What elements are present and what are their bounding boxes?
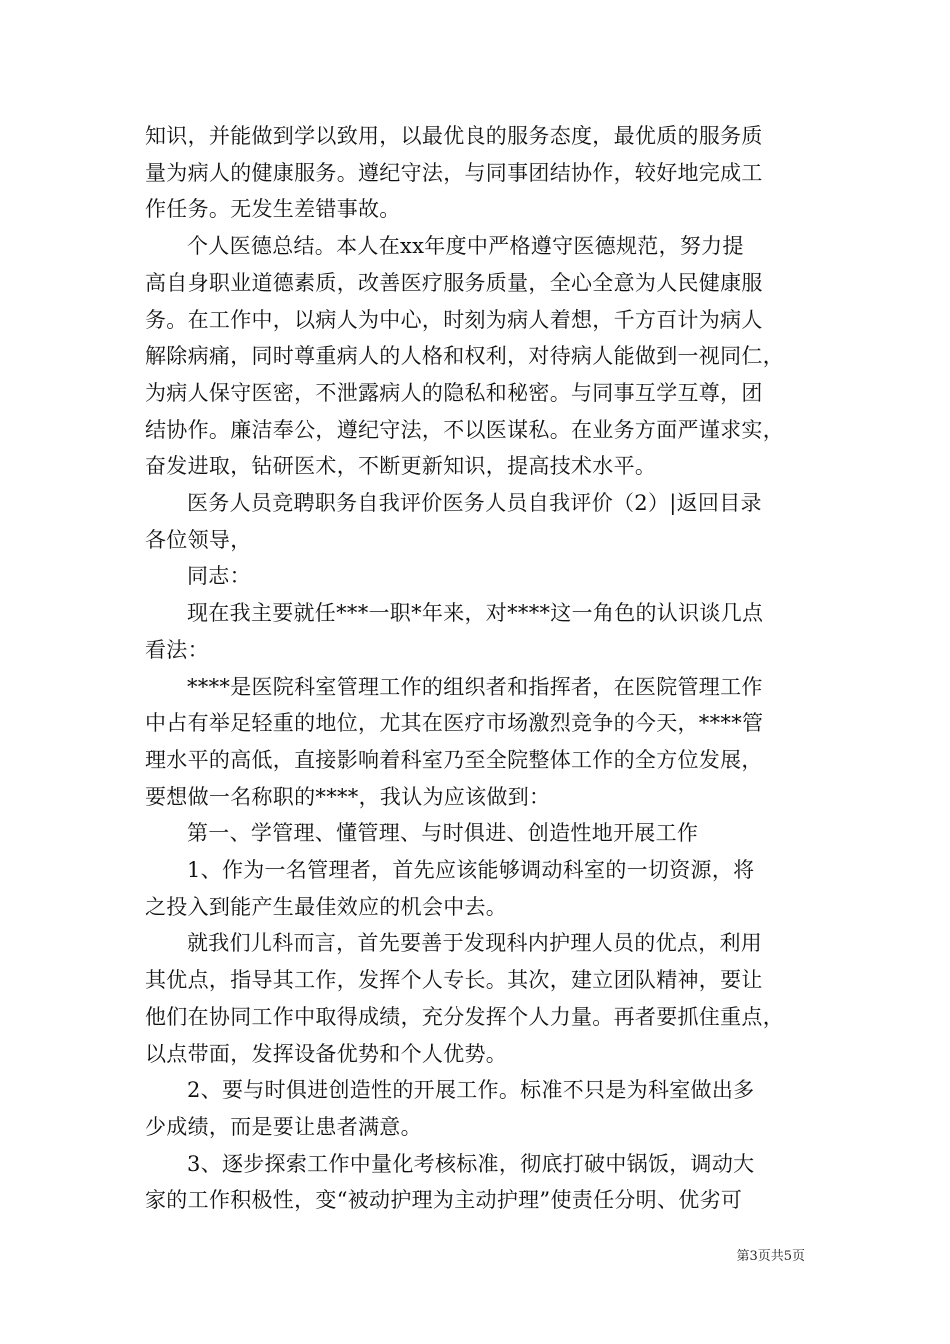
document-body [145, 118, 809, 1219]
paragraph-9: 就我们儿科而言，首先要善于发现科内护理人员的优点，利用 其优点，指导其工作，发挥个人专长。其次，建立团队精神，要让 他们在协同工作中取得成绩，充分发挥个人力量。再者要抓住重点， 以点带面，发挥设备优势和个人优势。 [145, 931, 784, 1066]
paragraph-8: 1、作为一名管理者，首先应该能够调动科室的一切资源，将 之投入到能产生最佳效应的机会中去。 [145, 858, 755, 919]
paragraph-7: 第一、学管理、懂管理、与时俱进、创造性地开展工作 [187, 821, 699, 846]
paragraph-11: 3、逐步探索工作中量化考核标准，彻底打破中锅饭，调动大 家的工作积极性，变“被动护理为主动护理”使责任分明、优劣可 [145, 1151, 755, 1213]
paragraph-2: 个人医德总结。本人在xx年度中严格遵守医德规范，努力提 高自身职业道德素质，改善医疗服务质量，全心全意为人民健康服 务。在工作中，以病人为中心，时刻为病人着想，千方百计为病人 解除病痛，同时尊重病人的人格和权利，对待病人能做到一视同仁， 为病人保守医密，不泄露病人的隐私和秘密。与同事互学互尊，团 结协作。廉洁奉公，遵纪守法，不以医谋私。在业务方面严谨求实， 奋发进取，钻研医术，不断更新知识，提高技术水平。 [145, 234, 784, 479]
paragraph-1: 知识，并能做到学以致用，以最优良的服务态度，最优质的服务质 量为病人的健康服务。遵纪守法，与同事团结协作，较好地完成工 作任务。无发生差错事故。 [145, 124, 763, 222]
page-number: 第3页共5页 [736, 1249, 805, 1264]
paragraph-10: 2、要与时俱进创造性的开展工作。标准不只是为科室做出多 少成绩，而是要让患者满意。 [145, 1078, 755, 1139]
paragraph-5: 现在我主要就任***一职*年来，对****这一角色的认识谈几点 看法： [145, 601, 764, 662]
paragraph-4: 同志： [187, 564, 251, 589]
paragraph-3: 医务人员竞聘职务自我评价医务人员自我评价（2）|返回目录 各位领导， [145, 491, 762, 552]
paragraph-6: ****是医院科室管理工作的组织者和指挥者，在医院管理工作 中占有举足轻重的地位，尤其在医疗市场激烈竞争的今天，****管 理水平的高低，直接影响着科室乃至全院整体工作的全方位发展， 要想做一名称职的****，我认为应该做到： [145, 674, 764, 809]
